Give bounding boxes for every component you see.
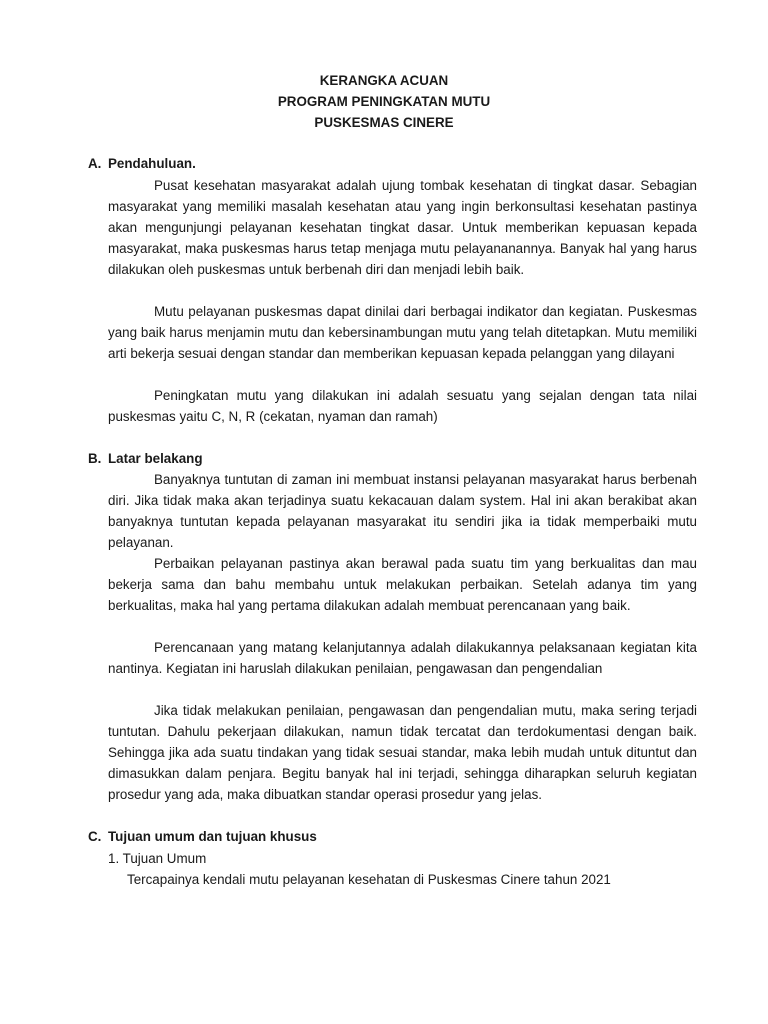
document-title (0, 70, 768, 133)
tujuan-umum-item: 1. Tujuan Umum (108, 851, 207, 866)
section-b-heading (88, 448, 203, 469)
section-a-letter: A. (88, 156, 102, 171)
section-a-heading (88, 153, 196, 174)
tujuan-umum-text: Tercapainya kendali mutu pelayanan kesehatan di Puskesmas Cinere tahun 2021 (127, 872, 611, 887)
section-b-title: Latar belakang (108, 451, 203, 466)
section-b-paragraph-3: Perencanaan yang matang kelanjutannya adalah dilakukannya pelaksanaan kegiatan kita nantinya. Kegiatan ini haruslah dilakukan penilaian, pengawasan dan pengendalian (108, 640, 697, 676)
section-c-heading (88, 826, 317, 847)
section-a-paragraph-3: Peningkatan mutu yang dilakukan ini adalah sesuatu yang sejalan dengan tata nilai puskesmas yaitu C, N, R (cekatan, nyaman dan ramah) (108, 388, 697, 424)
title-line-2: PROGRAM PENINGKATAN MUTU (277, 94, 491, 109)
section-c-title: Tujuan umum dan tujuan khusus (108, 829, 317, 844)
section-b-letter: B. (88, 451, 102, 466)
title-line-1: KERANGKA ACUAN (319, 73, 449, 88)
section-b-paragraph-1: Banyaknya tuntutan di zaman ini membuat instansi pelayanan masyarakat harus berbenah diri. Jika tidak maka akan terjadinya suatu kekacauan dalam system. Hal ini akan berakibat akan banyaknya tuntutan kepada pelayanan masyarakat itu sendiri jika ia tidak memperbaiki mutu pelayanan. (108, 472, 697, 550)
section-b-paragraph-2: Perbaikan pelayanan pastinya akan berawal pada suatu tim yang berkualitas dan mau bekerja sama dan bahu membahu untuk melakukan perbaikan. Setelah adanya tim yang berkualitas, maka hal yang pertama dilakukan adalah membuat perencanaan yang baik. (108, 556, 697, 613)
section-a-title: Pendahuluan. (108, 156, 196, 171)
title-line-3: PUSKESMAS CINERE (314, 115, 454, 130)
section-c-letter: C. (88, 829, 102, 844)
section-a-paragraph-2: Mutu pelayanan puskesmas dapat dinilai dari berbagai indikator dan kegiatan. Puskesmas yang baik harus menjamin mutu dan kebersinambungan mutu yang telah ditetapkan. Mutu memiliki arti bekerja sesuai dengan standar dan memberikan kepuasan kepada pelanggan yang dilayani (108, 304, 697, 361)
section-a-paragraph-1: Pusat kesehatan masyarakat adalah ujung tombak kesehatan di tingkat dasar. Sebagian masyarakat yang memiliki masalah kesehatan atau yang ingin berkonsultasi kesehatan pastinya akan mengunjungi pelayanan kesehatan tingkat dasar. Untuk memberikan kepuasan kepada masyarakat, maka puskesmas harus tetap menjaga mutu pelayananannya. Banyak hal yang harus dilakukan oleh puskesmas untuk berbenah diri dan menjadi lebih baik. (108, 178, 697, 277)
section-b-paragraph-4: Jika tidak melakukan penilaian, pengawasan dan pengendalian mutu, maka sering terjadi tuntutan. Dahulu pekerjaan dilakukan, namun tidak tercatat dan terdokumentasi dengan baik. Sehingga jika ada suatu tindakan yang tidak sesuai standar, maka lebih mudah untuk dituntut dan dimasukkan dalam penjara. Begitu banyak hal ini terjadi, sehingga diharapkan seluruh kegiatan prosedur yang ada, maka dibuatkan standar operasi prosedur yang jelas. (108, 703, 697, 802)
